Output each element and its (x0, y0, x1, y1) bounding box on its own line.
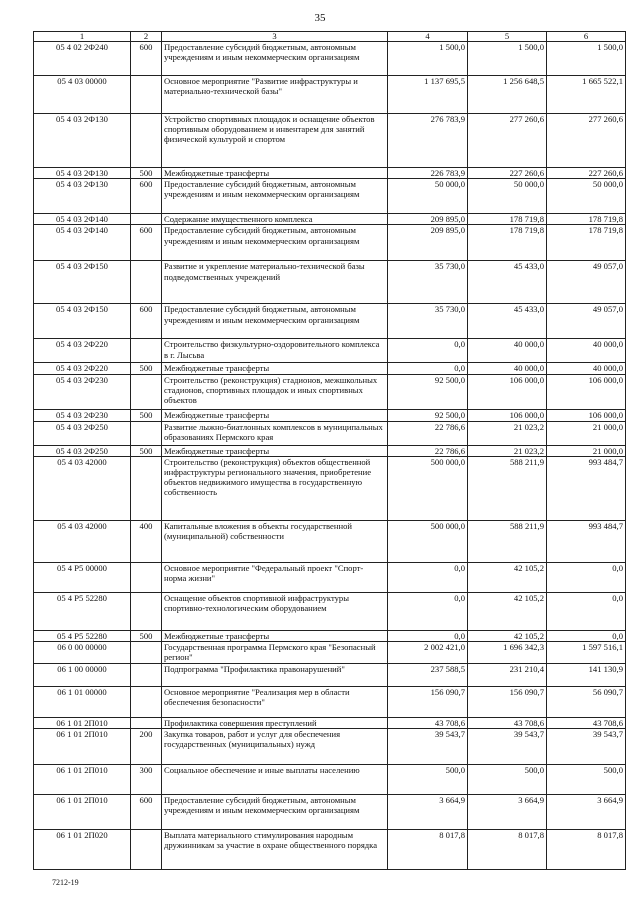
table-row (34, 592, 626, 630)
budget-code: 05 4 03 2Ф220 (34, 363, 131, 374)
table-row (34, 42, 626, 76)
amount-year-1: 0,0 (388, 562, 468, 592)
item-name: Содержание имущественного комплекса (162, 214, 388, 225)
amount-year-2: 3 664,9 (468, 795, 547, 830)
column-header: 4 (388, 32, 468, 42)
budget-code: 06 1 01 00000 (34, 687, 131, 718)
amount-year-3: 141 130,9 (547, 664, 626, 687)
footer-code: 7212-19 (52, 878, 79, 887)
table-row (34, 76, 626, 114)
table-row (34, 363, 626, 374)
item-name: Предоставление субсидий бюджетным, автономным учреждениям и иным некоммерческим организациям (162, 795, 388, 830)
budget-code: 05 4 P5 00000 (34, 562, 131, 592)
table-row (34, 261, 626, 304)
item-name: Предоставление субсидий бюджетным, автономным учреждениям и иным некоммерческим организациям (162, 42, 388, 76)
table-row (34, 214, 626, 225)
column-header: 6 (547, 32, 626, 42)
amount-year-2: 39 543,7 (468, 729, 547, 765)
expense-type (131, 718, 162, 729)
amount-year-1: 3 664,9 (388, 795, 468, 830)
budget-code: 06 1 01 2П010 (34, 795, 131, 830)
page-number: 35 (314, 12, 326, 24)
amount-year-1: 209 895,0 (388, 214, 468, 225)
amount-year-3: 178 719,8 (547, 225, 626, 261)
amount-year-1: 92 500,0 (388, 409, 468, 421)
amount-year-1: 0,0 (388, 339, 468, 363)
table-row (34, 520, 626, 562)
table-row (34, 114, 626, 168)
expense-type: 300 (131, 765, 162, 795)
amount-year-2: 43 708,6 (468, 718, 547, 729)
amount-year-2: 156 090,7 (468, 687, 547, 718)
amount-year-1: 500 000,0 (388, 456, 468, 520)
table-row (34, 765, 626, 795)
budget-code: 05 4 03 42000 (34, 456, 131, 520)
amount-year-3: 1 597 516,1 (547, 642, 626, 664)
budget-code: 05 4 03 2Ф140 (34, 214, 131, 225)
amount-year-3: 56 090,7 (547, 687, 626, 718)
table-row (34, 664, 626, 687)
expense-type (131, 642, 162, 664)
amount-year-1: 2 002 421,0 (388, 642, 468, 664)
expense-type: 500 (131, 168, 162, 179)
budget-code: 05 4 03 2Ф220 (34, 339, 131, 363)
item-name: Закупка товаров, работ и услуг для обеспечения государственных (муниципальных) нужд (162, 729, 388, 765)
column-header: 2 (131, 32, 162, 42)
column-header: 5 (468, 32, 547, 42)
column-header: 3 (162, 32, 388, 42)
amount-year-3: 40 000,0 (547, 363, 626, 374)
item-name: Основное мероприятие "Развитие инфраструктуры и материально-технической базы" (162, 76, 388, 114)
expense-type: 400 (131, 520, 162, 562)
amount-year-3: 21 000,0 (547, 445, 626, 456)
item-name: Выплата материального стимулирования народным дружинникам за участие в охране общественного порядка (162, 830, 388, 870)
amount-year-3: 993 484,7 (547, 456, 626, 520)
item-name: Межбюджетные трансферты (162, 363, 388, 374)
amount-year-1: 22 786,6 (388, 421, 468, 445)
amount-year-3: 106 000,0 (547, 409, 626, 421)
item-name: Межбюджетные трансферты (162, 630, 388, 641)
amount-year-1: 209 895,0 (388, 225, 468, 261)
budget-code: 05 4 03 2Ф250 (34, 421, 131, 445)
amount-year-2: 1 696 342,3 (468, 642, 547, 664)
budget-code: 06 1 01 2П010 (34, 718, 131, 729)
budget-code: 05 4 03 2Ф140 (34, 225, 131, 261)
expense-type: 200 (131, 729, 162, 765)
amount-year-3: 3 664,9 (547, 795, 626, 830)
expense-type (131, 664, 162, 687)
budget-code: 05 4 03 2Ф150 (34, 261, 131, 304)
table-row (34, 225, 626, 261)
expense-type (131, 114, 162, 168)
budget-code: 05 4 P5 52280 (34, 630, 131, 641)
item-name: Межбюджетные трансферты (162, 168, 388, 179)
budget-code: 05 4 03 2Ф250 (34, 445, 131, 456)
amount-year-2: 277 260,6 (468, 114, 547, 168)
expense-type (131, 562, 162, 592)
amount-year-3: 40 000,0 (547, 339, 626, 363)
expense-type (131, 687, 162, 718)
amount-year-3: 106 000,0 (547, 374, 626, 409)
amount-year-2: 21 023,2 (468, 421, 547, 445)
item-name: Строительство (реконструкция) объектов общественной инфраструктуры регионального значения, приобретение объектов недвижимого имущества в государственную собственность (162, 456, 388, 520)
budget-code: 05 4 03 2Ф130 (34, 114, 131, 168)
expense-type (131, 830, 162, 870)
amount-year-3: 1 665 522,1 (547, 76, 626, 114)
table-row (34, 304, 626, 339)
amount-year-2: 500,0 (468, 765, 547, 795)
amount-year-3: 500,0 (547, 765, 626, 795)
amount-year-1: 0,0 (388, 363, 468, 374)
amount-year-3: 49 057,0 (547, 304, 626, 339)
item-name: Социальное обеспечение и иные выплаты населению (162, 765, 388, 795)
amount-year-1: 0,0 (388, 630, 468, 641)
item-name: Основное мероприятие "Федеральный проект "Спорт-норма жизни" (162, 562, 388, 592)
table-row (34, 687, 626, 718)
amount-year-3: 1 500,0 (547, 42, 626, 76)
amount-year-2: 227 260,6 (468, 168, 547, 179)
table-row (34, 409, 626, 421)
amount-year-3: 39 543,7 (547, 729, 626, 765)
item-name: Профилактика совершения преступлений (162, 718, 388, 729)
item-name: Предоставление субсидий бюджетным, автономным учреждениям и иным некоммерческим организациям (162, 225, 388, 261)
item-name: Капитальные вложения в объекты государственной (муниципальной) собственности (162, 520, 388, 562)
item-name: Предоставление субсидий бюджетным, автономным учреждениям и иным некоммерческим организациям (162, 304, 388, 339)
amount-year-1: 35 730,0 (388, 304, 468, 339)
item-name: Предоставление субсидий бюджетным, автономным учреждениям и иным некоммерческим организациям (162, 179, 388, 214)
amount-year-1: 8 017,8 (388, 830, 468, 870)
amount-year-2: 42 105,2 (468, 630, 547, 641)
budget-code: 06 1 01 2П010 (34, 729, 131, 765)
amount-year-3: 277 260,6 (547, 114, 626, 168)
expense-type: 500 (131, 630, 162, 641)
budget-code: 05 4 03 42000 (34, 520, 131, 562)
item-name: Развитие лыжно-биатлонных комплексов в муниципальных образованиях Пермского края (162, 421, 388, 445)
amount-year-2: 21 023,2 (468, 445, 547, 456)
table-row (34, 445, 626, 456)
amount-year-2: 42 105,2 (468, 562, 547, 592)
item-name: Подпрограмма "Профилактика правонарушений" (162, 664, 388, 687)
expense-type (131, 456, 162, 520)
table-row (34, 718, 626, 729)
table-row (34, 179, 626, 214)
table-row (34, 562, 626, 592)
column-header: 1 (34, 32, 131, 42)
budget-code: 05 4 03 2Ф130 (34, 168, 131, 179)
table-row (34, 830, 626, 870)
table-row (34, 421, 626, 445)
amount-year-2: 106 000,0 (468, 409, 547, 421)
amount-year-3: 43 708,6 (547, 718, 626, 729)
expense-type: 500 (131, 445, 162, 456)
table-row (34, 456, 626, 520)
amount-year-1: 156 090,7 (388, 687, 468, 718)
amount-year-3: 178 719,8 (547, 214, 626, 225)
amount-year-1: 1 137 695,5 (388, 76, 468, 114)
item-name: Строительство (реконструкция) стадионов, межшкольных стадионов, спортивных площадок и иных спортивных объектов (162, 374, 388, 409)
expense-type: 500 (131, 363, 162, 374)
expense-type: 600 (131, 304, 162, 339)
table-row (34, 642, 626, 664)
amount-year-2: 8 017,8 (468, 830, 547, 870)
amount-year-1: 50 000,0 (388, 179, 468, 214)
amount-year-2: 178 719,8 (468, 225, 547, 261)
expense-type (131, 76, 162, 114)
amount-year-3: 0,0 (547, 630, 626, 641)
budget-code: 06 0 00 00000 (34, 642, 131, 664)
expense-type (131, 214, 162, 225)
table-row (34, 729, 626, 765)
amount-year-2: 588 211,9 (468, 456, 547, 520)
budget-table (33, 31, 626, 870)
budget-code: 05 4 03 2Ф150 (34, 304, 131, 339)
amount-year-3: 0,0 (547, 562, 626, 592)
amount-year-1: 1 500,0 (388, 42, 468, 76)
amount-year-2: 1 500,0 (468, 42, 547, 76)
budget-code: 05 4 03 2Ф230 (34, 374, 131, 409)
amount-year-1: 226 783,9 (388, 168, 468, 179)
budget-code: 05 4 03 2Ф230 (34, 409, 131, 421)
amount-year-2: 50 000,0 (468, 179, 547, 214)
amount-year-1: 22 786,6 (388, 445, 468, 456)
expense-type (131, 592, 162, 630)
item-name: Строительство физкультурно-оздоровительного комплекса в г. Лысьва (162, 339, 388, 363)
item-name: Устройство спортивных площадок и оснащение объектов спортивным оборудованием и инвентарем для занятий физической культурой и спортом (162, 114, 388, 168)
amount-year-1: 92 500,0 (388, 374, 468, 409)
expense-type: 600 (131, 179, 162, 214)
amount-year-2: 588 211,9 (468, 520, 547, 562)
item-name: Оснащение объектов спортивной инфраструктуры спортивно-технологическим оборудованием (162, 592, 388, 630)
budget-code: 05 4 03 2Ф130 (34, 179, 131, 214)
budget-code: 06 1 00 00000 (34, 664, 131, 687)
amount-year-2: 178 719,8 (468, 214, 547, 225)
item-name: Межбюджетные трансферты (162, 409, 388, 421)
amount-year-3: 49 057,0 (547, 261, 626, 304)
amount-year-2: 106 000,0 (468, 374, 547, 409)
amount-year-1: 39 543,7 (388, 729, 468, 765)
amount-year-2: 42 105,2 (468, 592, 547, 630)
amount-year-2: 45 433,0 (468, 261, 547, 304)
table-header-row (34, 32, 626, 42)
item-name: Основное мероприятие "Реализация мер в области обеспечения безопасности" (162, 687, 388, 718)
expense-type: 600 (131, 225, 162, 261)
expense-type: 600 (131, 795, 162, 830)
budget-code: 05 4 P5 52280 (34, 592, 131, 630)
item-name: Межбюджетные трансферты (162, 445, 388, 456)
expense-type: 600 (131, 42, 162, 76)
amount-year-1: 276 783,9 (388, 114, 468, 168)
amount-year-3: 21 000,0 (547, 421, 626, 445)
amount-year-3: 0,0 (547, 592, 626, 630)
amount-year-2: 1 256 648,5 (468, 76, 547, 114)
amount-year-2: 45 433,0 (468, 304, 547, 339)
amount-year-1: 500 000,0 (388, 520, 468, 562)
table-row (34, 339, 626, 363)
expense-type (131, 261, 162, 304)
table-row (34, 630, 626, 641)
item-name: Развитие и укрепление материально-технической базы подведомственных учреждений (162, 261, 388, 304)
amount-year-3: 993 484,7 (547, 520, 626, 562)
amount-year-2: 40 000,0 (468, 339, 547, 363)
expense-type (131, 339, 162, 363)
amount-year-3: 50 000,0 (547, 179, 626, 214)
table-row (34, 374, 626, 409)
amount-year-2: 40 000,0 (468, 363, 547, 374)
expense-type (131, 374, 162, 409)
expense-type: 500 (131, 409, 162, 421)
expense-type (131, 421, 162, 445)
table-row (34, 795, 626, 830)
budget-code: 05 4 03 00000 (34, 76, 131, 114)
amount-year-3: 227 260,6 (547, 168, 626, 179)
amount-year-3: 8 017,8 (547, 830, 626, 870)
item-name: Государственная программа Пермского края "Безопасный регион" (162, 642, 388, 664)
amount-year-1: 237 588,5 (388, 664, 468, 687)
budget-code: 05 4 02 2Ф240 (34, 42, 131, 76)
budget-code: 06 1 01 2П020 (34, 830, 131, 870)
amount-year-1: 35 730,0 (388, 261, 468, 304)
amount-year-2: 231 210,4 (468, 664, 547, 687)
amount-year-1: 43 708,6 (388, 718, 468, 729)
budget-code: 06 1 01 2П010 (34, 765, 131, 795)
amount-year-1: 500,0 (388, 765, 468, 795)
table-row (34, 168, 626, 179)
amount-year-1: 0,0 (388, 592, 468, 630)
